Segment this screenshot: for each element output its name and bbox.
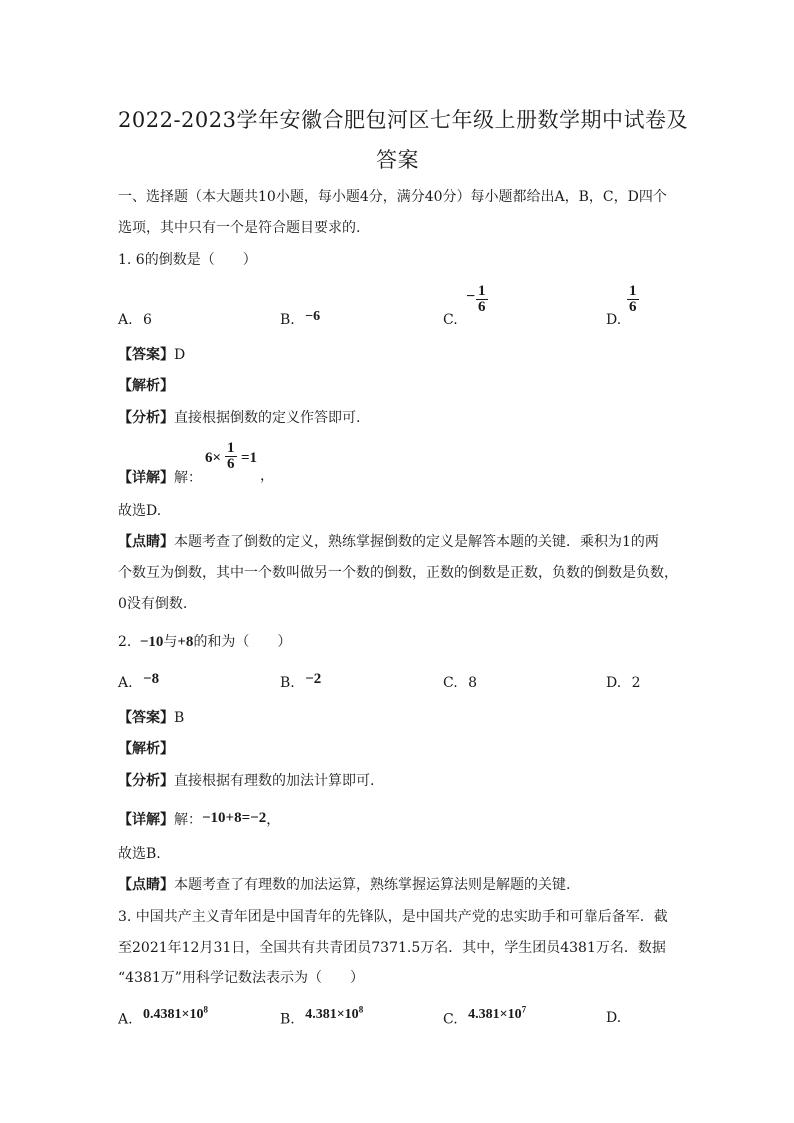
q1-answer xyxy=(118,344,185,364)
dianjing-label: 【点睛】 xyxy=(118,877,174,893)
q2-stem xyxy=(118,631,291,651)
option-value xyxy=(468,1004,527,1022)
q1-option-c-fraction xyxy=(476,284,488,315)
option-label: C. xyxy=(443,1011,458,1028)
option-label: A. xyxy=(118,312,133,328)
section-heading-line-2: 选项，其中只有一个是符合题目要求的. xyxy=(118,220,361,236)
option-value: −6 xyxy=(305,309,321,324)
option-value xyxy=(305,1004,364,1022)
sci-base: 0.4381×10 xyxy=(143,1006,204,1022)
q1-stem: 1. 6的倒数是（ ） xyxy=(118,252,257,268)
q3-option-c xyxy=(443,1004,527,1029)
answer-value: B xyxy=(174,710,185,726)
fenxi-label: 【分析】 xyxy=(118,773,174,789)
xiangjie-label: 【详解】 xyxy=(118,470,174,486)
q2-term-b: +8 xyxy=(177,634,194,650)
fraction-denominator: 6 xyxy=(629,299,637,315)
q2-xiangjie xyxy=(118,809,280,829)
page-title-line-2: 答案 xyxy=(376,148,419,172)
fraction-numerator: 1 xyxy=(478,283,486,299)
option-value: 8 xyxy=(468,675,478,691)
q1-option-b xyxy=(280,309,321,329)
option-label: D. xyxy=(606,675,622,691)
q3-stem-line-1: 3. 中国共产主义青年团是中国青年的先锋队，是中国共产党的忠实助手和可靠后备军．截 xyxy=(118,909,668,925)
option-value: 2 xyxy=(631,675,641,691)
q2-answer xyxy=(118,707,184,727)
q1-dianjing-line-3: 0没有倒数. xyxy=(118,596,188,612)
q2-analysis-heading: 【解析】 xyxy=(118,741,174,757)
xiangjie-prefix: 解： xyxy=(174,470,202,486)
section-heading-line-1: 一、选择题（本大题共10小题，每小题4分，满分40分）每小题都给出A，B，C，D四个 xyxy=(118,189,667,205)
q1-xiangjie-suffix: ， xyxy=(260,468,274,484)
option-value: −2 xyxy=(305,671,322,687)
fraction-denominator: 6 xyxy=(227,456,235,472)
xiangjie-suffix: ， xyxy=(266,812,281,828)
q3-option-d-label: D. xyxy=(606,1010,622,1026)
q1-conclusion: 故选D. xyxy=(118,503,162,519)
option-label: B. xyxy=(280,1011,295,1028)
q1-option-d-fraction xyxy=(627,284,639,315)
xiangjie-prefix: 解： xyxy=(174,812,202,828)
sci-base: 4.381×10 xyxy=(468,1006,522,1022)
q2-fenxi xyxy=(118,770,374,790)
sci-exponent: 8 xyxy=(203,1004,208,1014)
q1-fenxi xyxy=(118,407,360,427)
option-label: B. xyxy=(280,312,295,328)
fraction-numerator: 1 xyxy=(227,440,235,456)
answer-value: D xyxy=(174,347,186,363)
q1-equation-fraction xyxy=(225,441,237,472)
sci-exponent: 8 xyxy=(358,1004,364,1014)
q1-equation-right: =1 xyxy=(241,450,258,466)
option-label: A. xyxy=(118,1011,133,1028)
option-label: B. xyxy=(280,675,295,691)
q2-equation: −10+8=−2 xyxy=(202,810,267,826)
q2-dianjing xyxy=(118,874,570,894)
q2-option-c xyxy=(443,675,477,691)
q3-stem-line-2: 至2021年12月31日，全国共有共青团员7371.5万名．其中，学生团员4381万名．数据 xyxy=(118,940,666,956)
sci-base: 4.381×10 xyxy=(305,1006,359,1022)
q1-option-c-sign: − xyxy=(466,288,476,305)
q2-number: 2. xyxy=(118,634,132,650)
q2-conclusion: 故选B. xyxy=(118,846,161,862)
fraction-numerator: 1 xyxy=(629,283,637,299)
fenxi-text: 直接根据有理数的加法计算即可. xyxy=(174,773,375,789)
q2-option-b xyxy=(280,671,322,692)
option-label: C. xyxy=(443,675,458,691)
option-value: −8 xyxy=(143,671,160,687)
q1-dianjing-line-2: 个数互为倒数，其中一个数叫做另一个数的倒数，正数的倒数是正数，负数的倒数是负数， xyxy=(118,565,678,581)
page-title-line-1: 2022-2023学年安徽合肥包河区七年级上册数学期中试卷及 xyxy=(118,108,688,132)
fenxi-label: 【分析】 xyxy=(118,410,174,426)
q1-xiangjie xyxy=(118,467,202,487)
fenxi-text: 直接根据倒数的定义作答即可. xyxy=(174,410,361,426)
option-label: A. xyxy=(118,675,133,691)
q1-equation-left: 6× xyxy=(205,450,222,466)
q2-stem-end: 的和为（ ） xyxy=(193,634,292,650)
dianjing-text: 本题考查了倒数的定义，熟练掌握倒数的定义是解答本题的关键．乘积为1的两 xyxy=(174,534,659,550)
q1-option-d-label: D. xyxy=(606,312,622,328)
q3-option-b xyxy=(280,1004,364,1029)
dianjing-label: 【点睛】 xyxy=(118,534,174,550)
q2-option-d xyxy=(606,675,641,691)
q2-option-a xyxy=(118,671,160,692)
q1-dianjing-line-1 xyxy=(118,531,659,551)
answer-label: 【答案】 xyxy=(118,710,174,726)
xiangjie-label: 【详解】 xyxy=(118,812,174,828)
q3-option-a xyxy=(118,1004,208,1029)
q2-stem-mid: 与 xyxy=(163,634,178,650)
q1-analysis-heading: 【解析】 xyxy=(118,378,174,394)
fraction-denominator: 6 xyxy=(478,299,486,315)
option-value: 6 xyxy=(143,312,152,328)
q3-stem-line-3: “4381万”用科学记数法表示为（ ） xyxy=(118,970,364,986)
sci-exponent: 7 xyxy=(521,1004,527,1014)
q1-option-c-label: C. xyxy=(443,312,458,328)
dianjing-text: 本题考查了有理数的加法运算，熟练掌握运算法则是解题的关键. xyxy=(174,877,571,893)
q2-term-a: −10 xyxy=(139,634,164,650)
option-value xyxy=(143,1004,208,1022)
q1-option-a xyxy=(118,312,152,328)
answer-label: 【答案】 xyxy=(118,347,174,363)
